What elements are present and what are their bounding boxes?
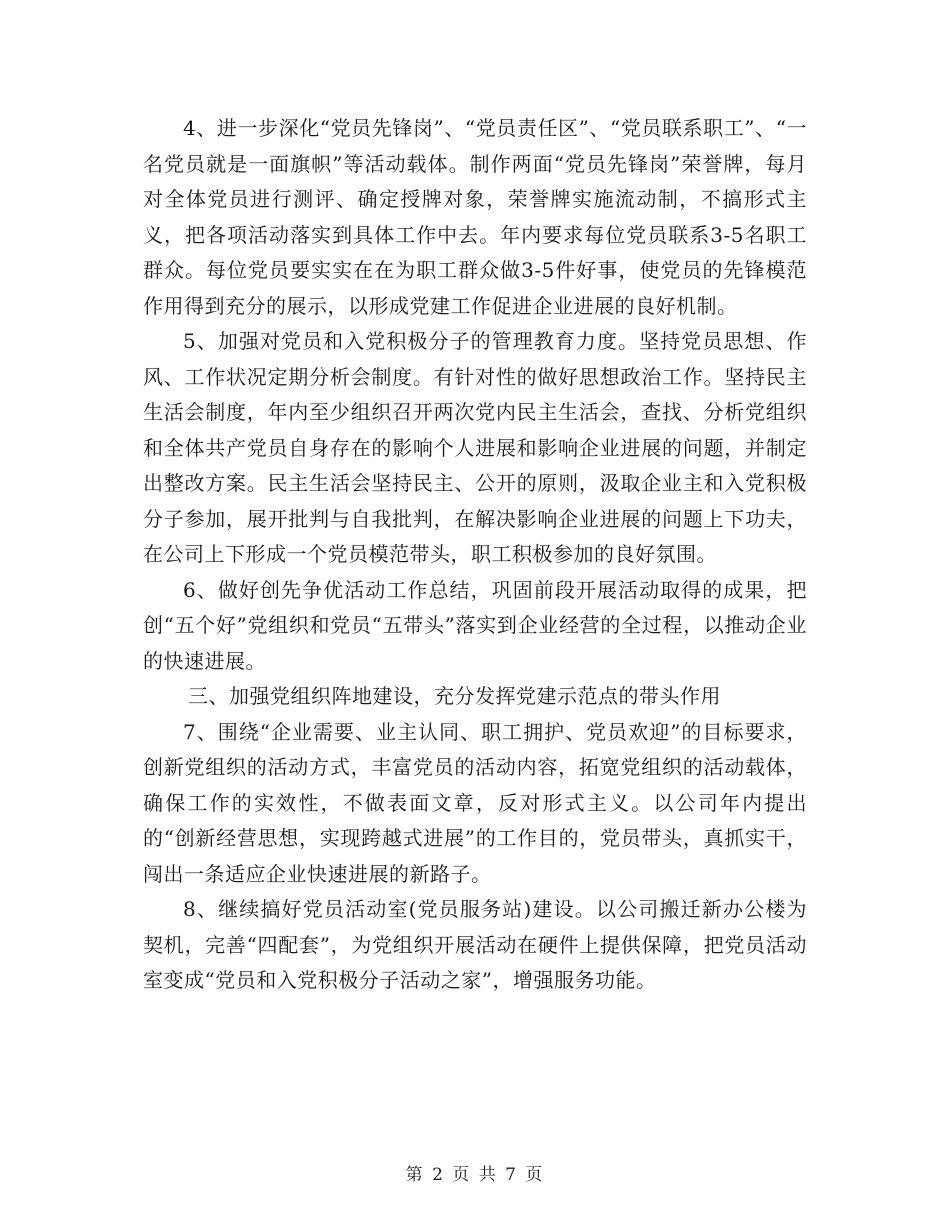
- page-number-footer: 第 2 页 共 7 页: [405, 1165, 545, 1185]
- paragraph-item-8: 8、继续搞好党员活动室(党员服务站)建设。以公司搬迁新办公楼为契机，完善“四配套”，为党组织开展活动在硬件上提供保障，把党员活动室变成“党员和入党积极分子活动之家”，增强服务功能。: [143, 897, 807, 992]
- section-heading-3: 三、加强党组织阵地建设，充分发挥党建示范点的带头作用: [188, 684, 721, 708]
- paragraph-item-4: 4、进一步深化“党员先锋岗”、“党员责任区”、“党员联系职工”、“一名党员就是一面旗帜”等活动载体。制作两面“党员先锋岗”荣誉牌，每月对全体党员进行测评、确定授牌对象，荣誉牌实施流动制，不搞形式主义，把各项活动落实到具体工作中去。年内要求每位党员联系3-5名职工群众。每位党员要实实在在为职工群众做3-5件好事，使党员的先锋模范作用得到充分的展示，以形成党建工作促进企业进展的良好机制。: [143, 116, 807, 318]
- paragraph-item-5: 5、加强对党员和入党积极分子的管理教育力度。坚持党员思想、作风、工作状况定期分析会制度。有针对性的做好思想政治工作。坚持民主生活会制度，年内至少组织召开两次党内民主生活会，查找、分析党组织和全体共产党员自身存在的影响个人进展和影响企业进展的问题，并制定出整改方案。民主生活会坚持民主、公开的原则，汲取企业主和入党积极分子参加，展开批判与自我批判，在解决影响企业进展的问题上下功夫，在公司上下形成一个党员模范带头，职工积极参加的良好氛围。: [143, 329, 807, 566]
- paragraph-item-6: 6、做好创先争优活动工作总结，巩固前段开展活动取得的成果，把创“五个好”党组织和党员“五带头”落实到企业经营的全过程，以推动企业的快速进展。: [143, 577, 807, 673]
- document-body: [143, 111, 807, 999]
- paragraph-item-7: 7、围绕“企业需要、业主认同、职工拥护、党员欢迎”的目标要求，创新党组织的活动方式，丰富党员的活动内容，拓宽党组织的活动载体，确保工作的实效性，不做表面文章，反对形式主义。以公司年内提出的“创新经营思想，实现跨越式进展”的工作目的，党员带头，真抓实干，闯出一条适应企业快速进展的新路子。: [143, 719, 807, 886]
